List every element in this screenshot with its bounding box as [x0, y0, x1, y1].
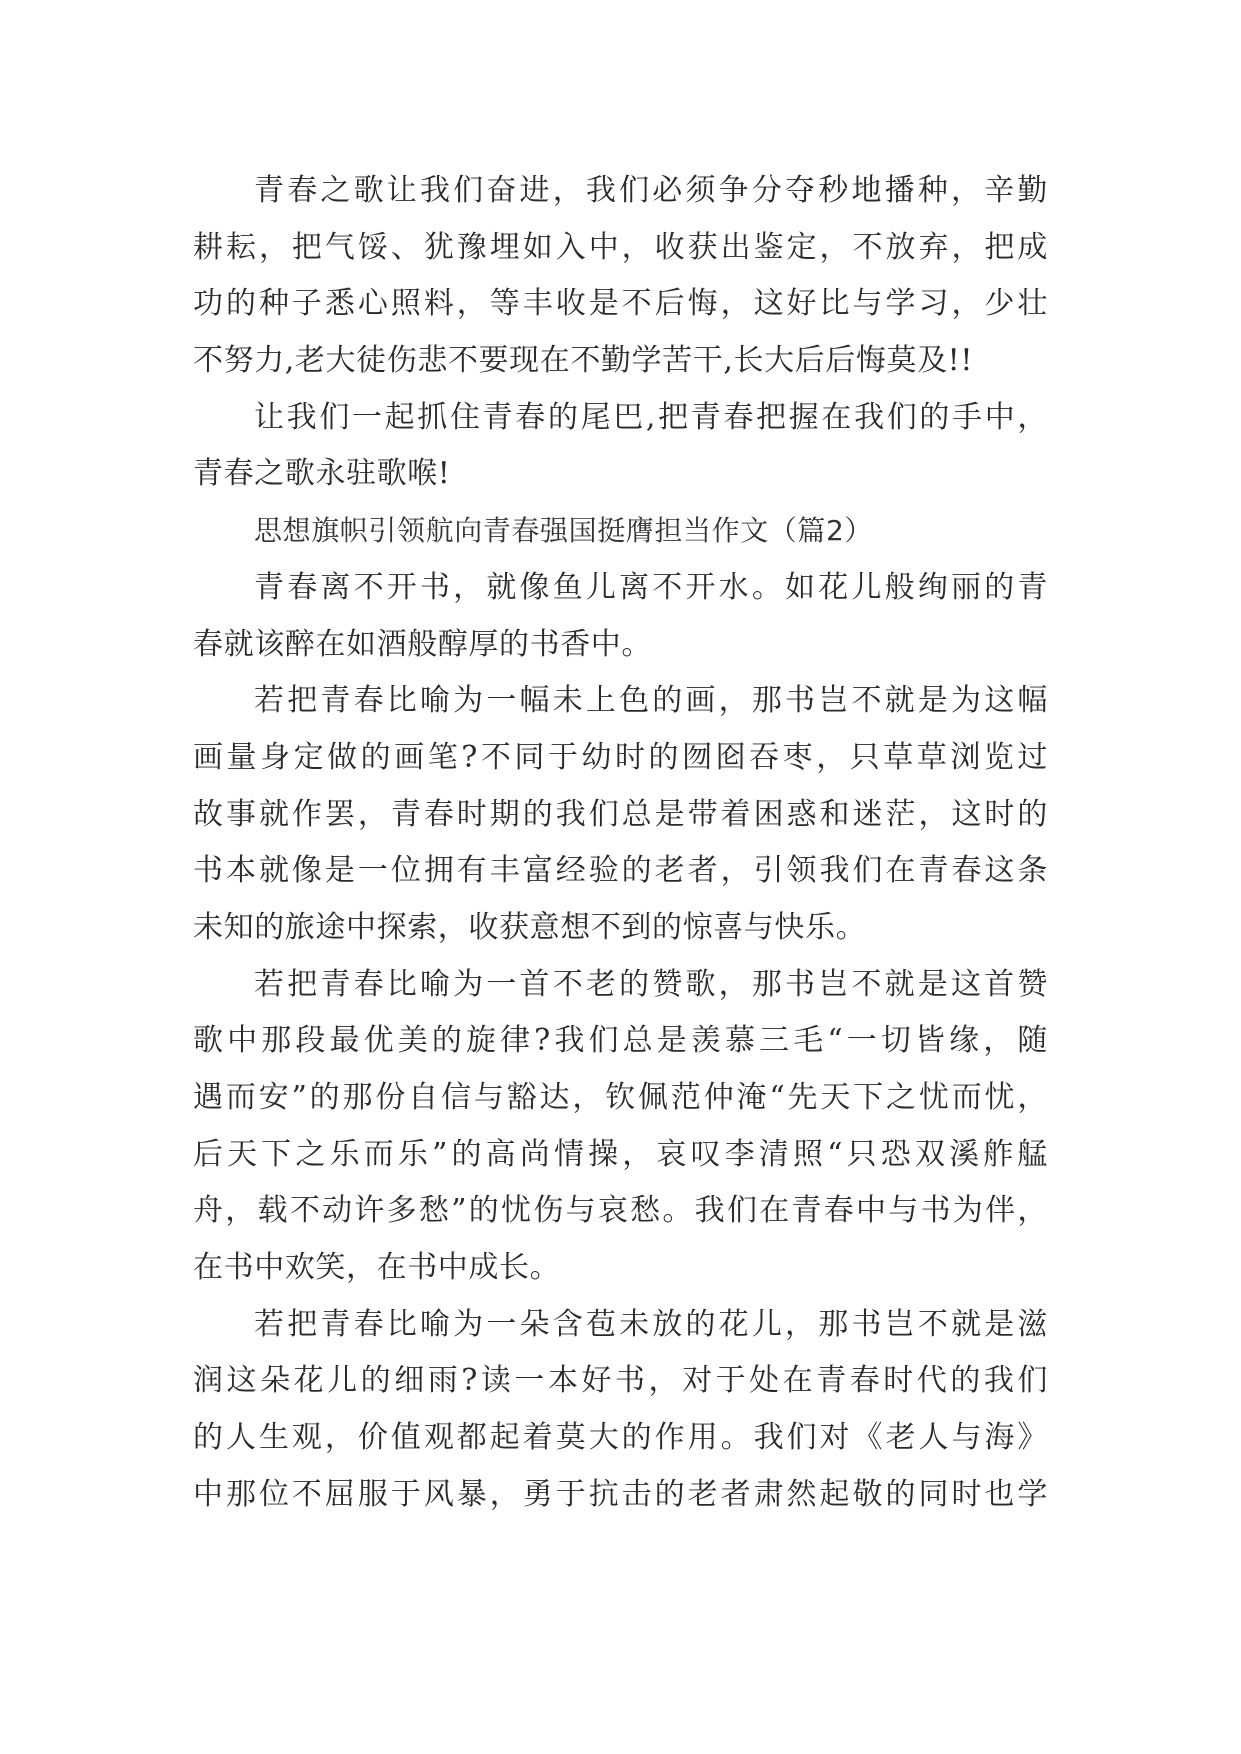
paragraph-line: 功的种子悉心照料，等丰收是不后悔，这好比与学习，少壮: [193, 286, 1048, 322]
paragraph-line: 故事就作罢，青春时期的我们总是带着困惑和迷茫，这时的: [193, 796, 1048, 832]
paragraph-line: 画量身定做的画笔?不同于幼时的囫囵吞枣，只草草浏览过: [193, 739, 1048, 775]
paragraph-line: 后天下之乐而乐”的高尚情操，哀叹李清照“只恐双溪舴艋: [193, 1136, 1048, 1172]
paragraph-line: 青春之歌永驻歌喉!: [193, 456, 451, 492]
paragraph: [193, 390, 1048, 503]
paragraph: [193, 163, 1048, 390]
paragraph-line: 若把青春比喻为一幅未上色的画，那书岂不就是为这幅: [254, 683, 1048, 719]
document-body: [193, 163, 1048, 1524]
paragraph-line: 歌中那段最优美的旋律?我们总是羡慕三毛“一切皆缘，随: [193, 1023, 1048, 1059]
paragraph-line: 让我们一起抓住青春的尾巴,把青春把握在我们的手中，: [254, 399, 1048, 435]
paragraph-line: 未知的旅途中探索，收获意想不到的惊喜与快乐。: [193, 909, 867, 945]
paragraph: [193, 560, 1048, 673]
section-heading-text: 思想旗帜引领航向青春强国挺膺担当作文（篇2）: [254, 514, 874, 548]
paragraph-line: 不努力,老大徒伤悲不要现在不勤学苦干,长大后后悔莫及!!: [193, 343, 973, 379]
paragraph-line: 润这朵花儿的细雨?读一本好书，对于处在青春时代的我们: [193, 1363, 1048, 1399]
paragraph-line: 遇而安”的那份自信与豁达，钦佩范仲淹“先天下之忧而忧，: [193, 1080, 1048, 1115]
paragraph-line: 在书中欢笑，在书中成长。: [193, 1250, 561, 1286]
paragraph-line: 春就该醉在如酒般醇厚的书香中。: [193, 626, 652, 662]
paragraph-line: 若把青春比喻为一首不老的赞歌，那书岂不就是这首赞: [254, 966, 1048, 1002]
paragraph-line: 中那位不屈服于风暴，勇于抗击的老者肃然起敬的同时也学: [193, 1476, 1048, 1512]
paragraph-line: 若把青春比喻为一朵含苞未放的花儿，那书岂不就是滋: [254, 1306, 1048, 1342]
paragraph-line: 青春离不开书，就像鱼儿离不开水。如花儿般绚丽的青: [254, 569, 1048, 605]
section-heading: [193, 503, 1048, 560]
paragraph-line: 舟，载不动许多愁”的忧伤与哀愁。我们在青春中与书为伴，: [193, 1193, 1048, 1229]
paragraph-line: 耕耘，把气馁、犹豫埋如入中，收获出鉴定，不放弃，把成: [193, 229, 1048, 265]
paragraph-line: 的人生观，价值观都起着莫大的作用。我们对《老人与海》: [193, 1420, 1048, 1456]
paragraph-line: 书本就像是一位拥有丰富经验的老者，引领我们在青春这条: [193, 853, 1048, 889]
paragraph: [193, 1297, 1048, 1524]
paragraph: [193, 673, 1048, 956]
paragraph: [193, 957, 1048, 1297]
paragraph-line: 青春之歌让我们奋进，我们必须争分夺秒地播种，辛勤: [254, 173, 1048, 208]
